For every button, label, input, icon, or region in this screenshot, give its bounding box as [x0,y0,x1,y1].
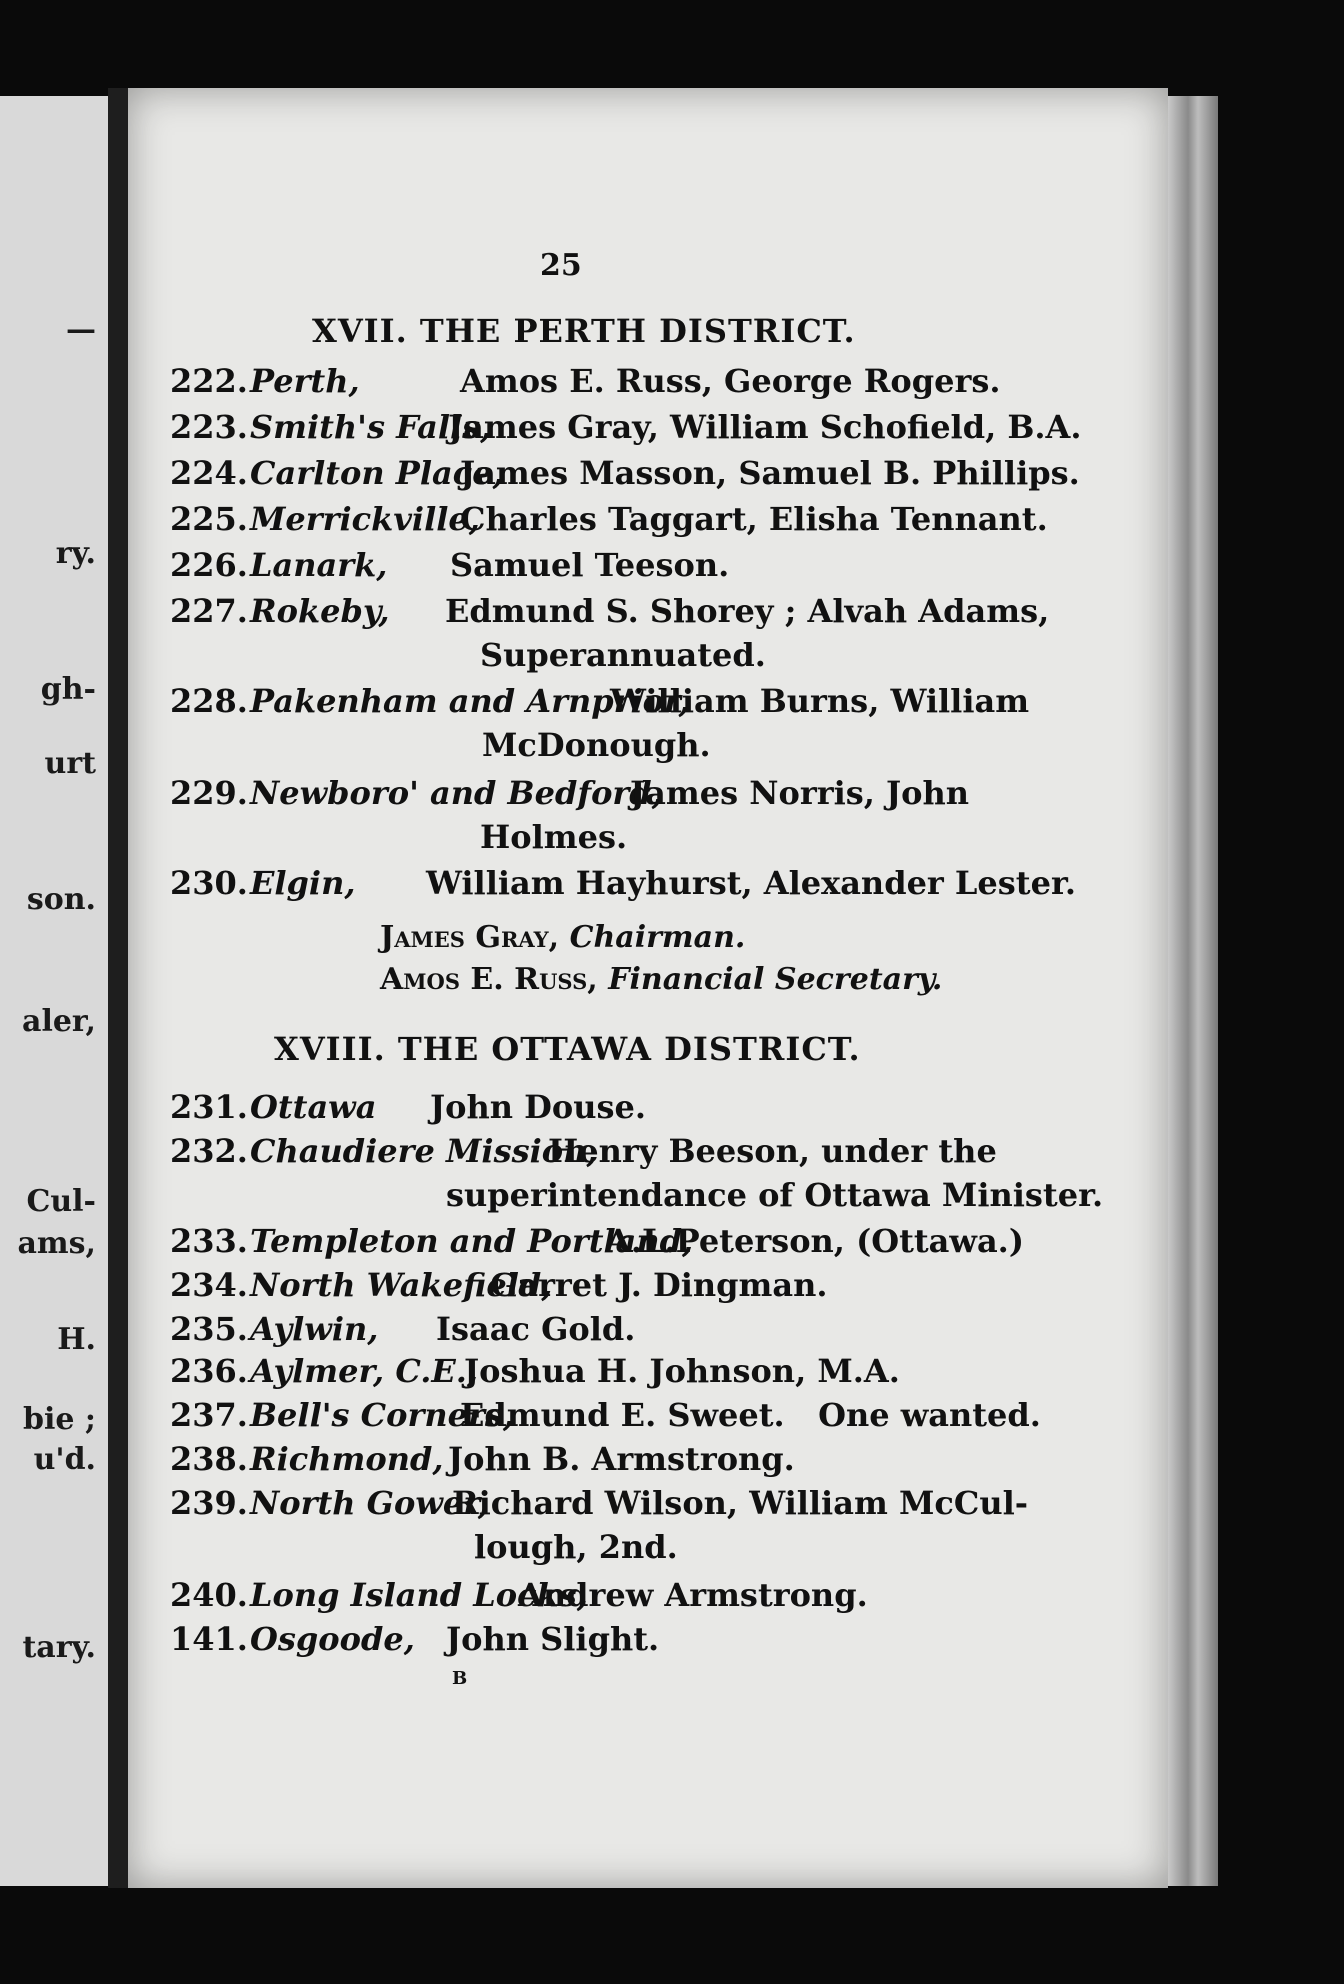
list-item [170,592,1050,630]
list-item [170,1088,647,1126]
left-fragment: u'd. [33,1442,96,1477]
chairman-role: Chairman. [569,920,746,955]
list-item [170,1576,868,1614]
entry-place: Newboro' and Bedford, [250,774,663,812]
entry-number: 227. [170,592,248,630]
entry-place: Long Island Locks, [250,1576,588,1614]
entry-continuation: superintendance of Ottawa Minister. [446,1176,1104,1214]
entry-continuation: Superannuated. [480,636,766,674]
list-item [170,362,1001,400]
list-item [170,500,1048,538]
entry-text: John Douse. [430,1088,647,1126]
entry-number: 238. [170,1440,248,1478]
left-fragment: son. [26,882,96,917]
entry-number: 225. [170,500,248,538]
perth-district-heading: XVII. THE PERTH DISTRICT. [312,312,856,350]
entry-number: 237. [170,1396,248,1434]
entry-number: 223. [170,408,248,446]
left-page-fragment [0,96,110,1886]
entry-number: 235. [170,1310,248,1348]
list-item [170,408,1082,446]
entry-place: Templeton and Portland, [250,1222,694,1260]
entry-continuation: lough, 2nd. [474,1528,678,1566]
entry-text: James Masson, Samuel B. Phillips. [460,454,1080,492]
entry-place: Bell's Corners, [250,1396,514,1434]
list-item [170,1620,660,1658]
entry-number: 239. [170,1484,248,1522]
list-item [170,1266,828,1304]
entry-place: North Gower, [250,1484,489,1522]
entry-place: Elgin, [250,864,356,902]
entry-text: Joshua H. Johnson, M.A. [464,1352,900,1390]
entry-number: 229. [170,774,248,812]
entry-place: Rokeby, [250,592,390,630]
entry-text: John B. Armstrong. [448,1440,795,1478]
entry-number: 228. [170,682,248,720]
entry-number: 224. [170,454,248,492]
entry-text: James Gray, William Schofield, B.A. [448,408,1082,446]
entry-text: Andrew Armstrong. [518,1576,868,1614]
chairman-name: James Gray, [380,920,560,955]
entry-place: Aylmer, C.E., [250,1352,479,1390]
entry-text: William Hayhurst, Alexander Lester. [426,864,1076,902]
ottawa-district-heading: XVIII. THE OTTAWA DISTRICT. [274,1030,861,1068]
list-item [170,1222,1024,1260]
entry-place: Richmond, [250,1440,444,1478]
left-fragment: aler, [22,1004,96,1039]
entry-number: 222. [170,362,248,400]
left-fragment: — [66,312,96,347]
entry-number: 231. [170,1088,248,1126]
secretary-name: Amos E. Russ, [380,962,598,997]
book-gutter [108,88,130,1888]
entry-text: John Slight. [446,1620,660,1658]
secretary-role: Financial Secretary. [608,962,943,997]
left-fragment: ams, [17,1226,96,1261]
entry-number: 226. [170,546,248,584]
entry-place: Aylwin, [250,1310,379,1348]
entry-text: James Norris, John [630,774,970,812]
chairman-signature [380,920,745,955]
entry-number: 230. [170,864,248,902]
page-edge [1168,96,1218,1886]
entry-place: Perth, [250,362,360,400]
list-item [170,1132,997,1170]
entry-number: 236. [170,1352,248,1390]
left-fragment: tary. [22,1630,96,1665]
entry-text: Edmund E. Sweet. One wanted. [460,1396,1041,1434]
entry-text: Edmund S. Shorey ; Alvah Adams, [445,592,1050,630]
entry-place: Chaudiere Mission, [250,1132,598,1170]
list-item [170,682,1030,720]
list-item [170,1484,1029,1522]
entry-continuation: McDonough. [482,726,711,764]
list-item [170,774,970,812]
entry-number: 234. [170,1266,248,1304]
entry-text: Charles Taggart, Elisha Tennant. [460,500,1048,538]
entry-text: Henry Beeson, under the [548,1132,997,1170]
entry-number: 233. [170,1222,248,1260]
left-fragment: ry. [55,536,96,571]
entry-place: Lanark, [250,546,388,584]
entry-text: A.L.Peterson, (Ottawa.) [606,1222,1024,1260]
left-fragment: H. [57,1322,96,1357]
entry-text: William Burns, William [610,682,1030,720]
entry-place: Ottawa [250,1088,377,1126]
left-fragment: Cul- [26,1184,96,1219]
secretary-signature [380,962,942,997]
list-item [170,1396,1041,1434]
entry-place: Carlton Place, [250,454,504,492]
signature-mark: B [452,1668,468,1689]
left-fragment: bie ; [23,1402,96,1437]
entry-continuation: Holmes. [480,818,628,856]
list-item [170,864,1076,902]
list-item [170,1352,900,1390]
entry-text: Garret J. Dingman. [490,1266,828,1304]
entry-text: Richard Wilson, William McCul- [452,1484,1029,1522]
list-item [170,546,730,584]
entry-place: Merrickville, [250,500,480,538]
list-item [170,1310,636,1348]
entry-place: Smith's Falls, [250,408,492,446]
left-fragment: urt [44,746,96,781]
entry-place: North Wakefield, [250,1266,553,1304]
entry-text: Amos E. Russ, George Rogers. [460,362,1001,400]
list-item [170,1440,795,1478]
entry-number: 232. [170,1132,248,1170]
entry-place: Osgoode, [250,1620,415,1658]
page-number: 25 [540,248,582,283]
list-item [170,454,1080,492]
entry-text: Isaac Gold. [436,1310,636,1348]
entry-place: Pakenham and Arnprior, [250,682,690,720]
entry-number: 240. [170,1576,248,1614]
entry-text: Samuel Teeson. [450,546,730,584]
left-fragment: gh- [40,672,96,707]
entry-number: 141. [170,1620,248,1658]
